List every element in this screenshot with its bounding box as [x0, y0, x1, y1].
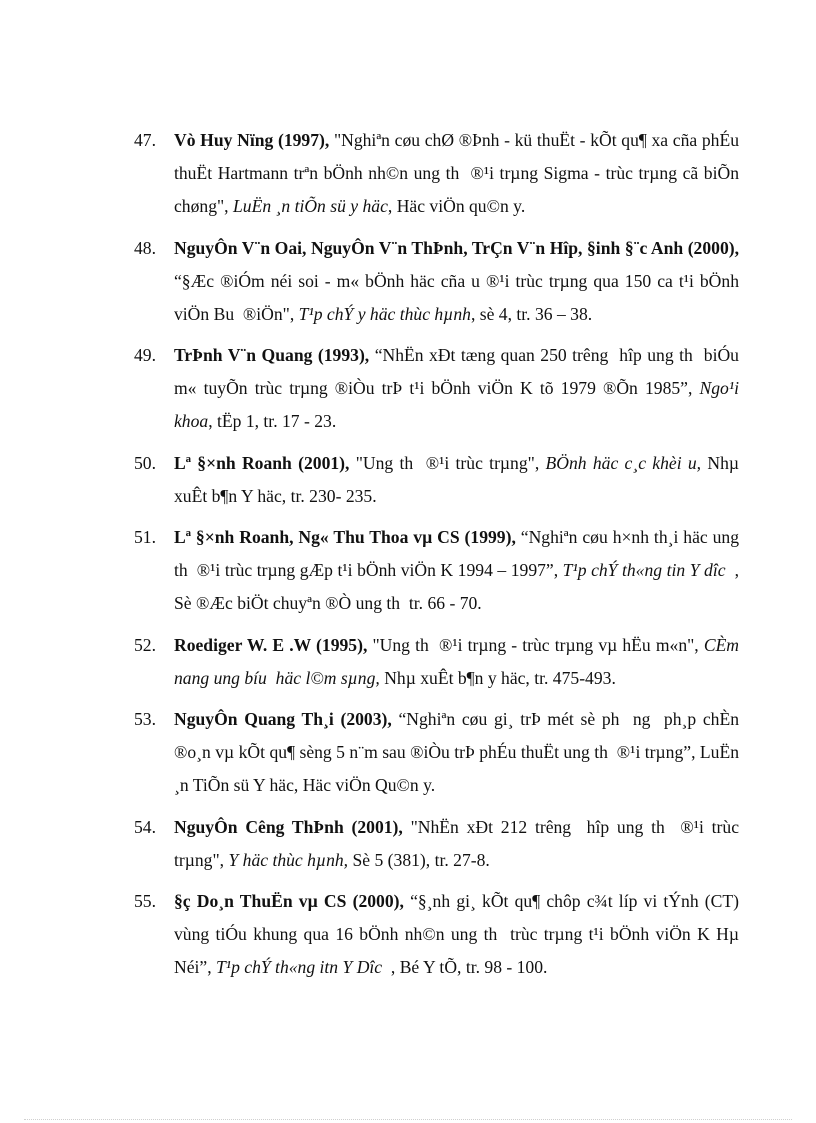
reference-details: Sè 5 (381), tr. 27-8. — [348, 849, 490, 870]
reference-author: Roediger W. E .W (1995) — [174, 634, 363, 655]
reference-year: , — [399, 891, 411, 911]
reference-item — [0, 521, 816, 620]
reference-item — [0, 885, 816, 984]
reference-details: , Sè ®Æc biÖt chuyªn ®Ò ung th tr. 66 - 70. — [174, 560, 739, 613]
reference-title: "NhËn xÐt 212 trêng hîp ung th ®¹i trùc trµng", — [174, 816, 739, 870]
reference-author: Vò Huy Nïng — [174, 130, 274, 150]
reference-author: NguyÔn Cêng ThÞnh (2001) — [174, 816, 399, 837]
reference-number: 52. — [134, 634, 156, 655]
reference-details: Nhµ xuÊt b¶n y häc, tr. 475-493. — [379, 667, 616, 688]
reference-number: 55. — [134, 891, 156, 911]
reference-author: NguyÔn V¨n Oai, NguyÔn V¨n ThÞnh, TrÇn V¨n Hîp, §inh §¨c Anh — [174, 237, 684, 258]
reference-title: “Nghiªn cøu gi¸ trÞ mét sè ph ng ph¸p chÈn ®o¸n vµ kÕt qu¶ sèng 5 n¨m sau ®iÒu trÞ phÉu thuËt ung th ®¹i trµng”, LuËn ¸n TiÕn sü Y häc, Häc viÖn Qu©n y. — [174, 709, 739, 795]
reference-source: Ngo¹i khoa — [174, 378, 739, 431]
reference-item — [0, 629, 816, 695]
reference-title: "Ung th ®¹i trùc trµng", — [355, 452, 546, 473]
reference-source: T¹p chÝ y häc thùc hµnh — [298, 303, 471, 324]
reference-details: Nhµ xuÊt b¶n Y häc, tr. 230- 235. — [174, 452, 740, 506]
reference-item — [0, 811, 816, 877]
reference-year: (1997), — [273, 130, 334, 150]
reference-details: , sè 4, tr. 36 – 38. — [470, 303, 593, 324]
reference-number: 48. — [134, 237, 156, 258]
reference-author: TrÞnh V¨n Quang — [174, 345, 313, 365]
reference-title: "Nghiªn cøu chØ ®Þnh - kü thuËt - kÕt qu¶ xa cña phÉu thuËt Hartmann trªn bÖnh nh©n ung th ®¹i trµng Sigma - trùc trµng cã biÕn chøng", — [174, 130, 740, 216]
reference-year: (2000), — [683, 237, 739, 258]
reference-year: (1993), — [312, 345, 375, 365]
reference-number: 51. — [134, 527, 156, 547]
reference-title: “Nghiªn cøu h×nh th¸i häc ung th ®¹i trùc trµng gÆp t¹i bÖnh viÖn K 1994 – 1997”, — [174, 527, 740, 580]
reference-item — [0, 339, 816, 438]
reference-details: , Bé Y tÕ, tr. 98 - 100. — [390, 957, 548, 977]
reference-author: Lª §×nh Roanh (2001) — [174, 452, 346, 473]
reference-year: , — [398, 816, 411, 837]
reference-list — [0, 124, 816, 993]
reference-year: , — [511, 527, 521, 547]
reference-title: “NhËn xÐt tæng quan 250 trêng hîp ung th biÓu m« tuyÕn trùc trµng ®iÒu trÞ t¹i bÖnh viÖn K tõ 1979 ®Õn 1985”, — [174, 345, 739, 398]
reference-source: T¹p chÝ th«ng itn Y Dîc — [216, 957, 391, 977]
reference-number: 53. — [134, 709, 156, 729]
reference-title: “§Æc ®iÓm néi soi - m« bÖnh häc cña u ®¹i trùc trµng qua 150 ca t¹i bÖnh viÖn Bu ®iÖn", — [174, 270, 739, 324]
reference-source: CÈm nang ung bíu häc l©m sµng, — [174, 634, 740, 688]
reference-details: , Häc viÖn qu©n y. — [387, 196, 526, 216]
reference-item — [0, 232, 816, 331]
reference-author: §ç Do¸n ThuËn vµ CS (2000) — [174, 891, 400, 911]
reference-number: 47. — [134, 130, 156, 150]
reference-details: , tËp 1, tr. 17 - 23. — [208, 411, 337, 431]
reference-title: "Ung th ®¹i trµng - trùc trµng vµ hËu m«n", — [372, 634, 704, 655]
reference-year: , — [387, 709, 399, 729]
reference-number: 50. — [134, 452, 156, 473]
reference-number: 49. — [134, 345, 156, 365]
reference-source: BÖnh häc c¸c khèi u, — [545, 452, 702, 473]
reference-source: Y häc thùc hµnh, — [228, 849, 349, 870]
reference-item — [0, 703, 816, 802]
reference-title: “§¸nh gi¸ kÕt qu¶ chôp c¾t líp vi tÝnh (CT) vùng tiÓu khung qua 16 bÖnh nh©n ung th trùc trµng t¹i bÖnh viÖn K Hµ Néi”, — [174, 891, 739, 977]
page-bottom-rule — [24, 1119, 792, 1120]
reference-item — [0, 124, 816, 223]
reference-year: , — [362, 634, 373, 655]
reference-source: LuËn ¸n tiÕn sü y häc — [232, 196, 388, 216]
reference-source: T¹p chÝ th«ng tin Y dîc — [562, 560, 735, 580]
reference-item — [0, 447, 816, 513]
reference-number: 54. — [134, 816, 156, 837]
reference-author: NguyÔn Quang Th¸i (2003) — [174, 709, 388, 729]
reference-year: , — [345, 452, 356, 473]
reference-author: Lª §×nh Roanh, Ng« Thu Thoa vµ CS (1999) — [174, 527, 512, 547]
